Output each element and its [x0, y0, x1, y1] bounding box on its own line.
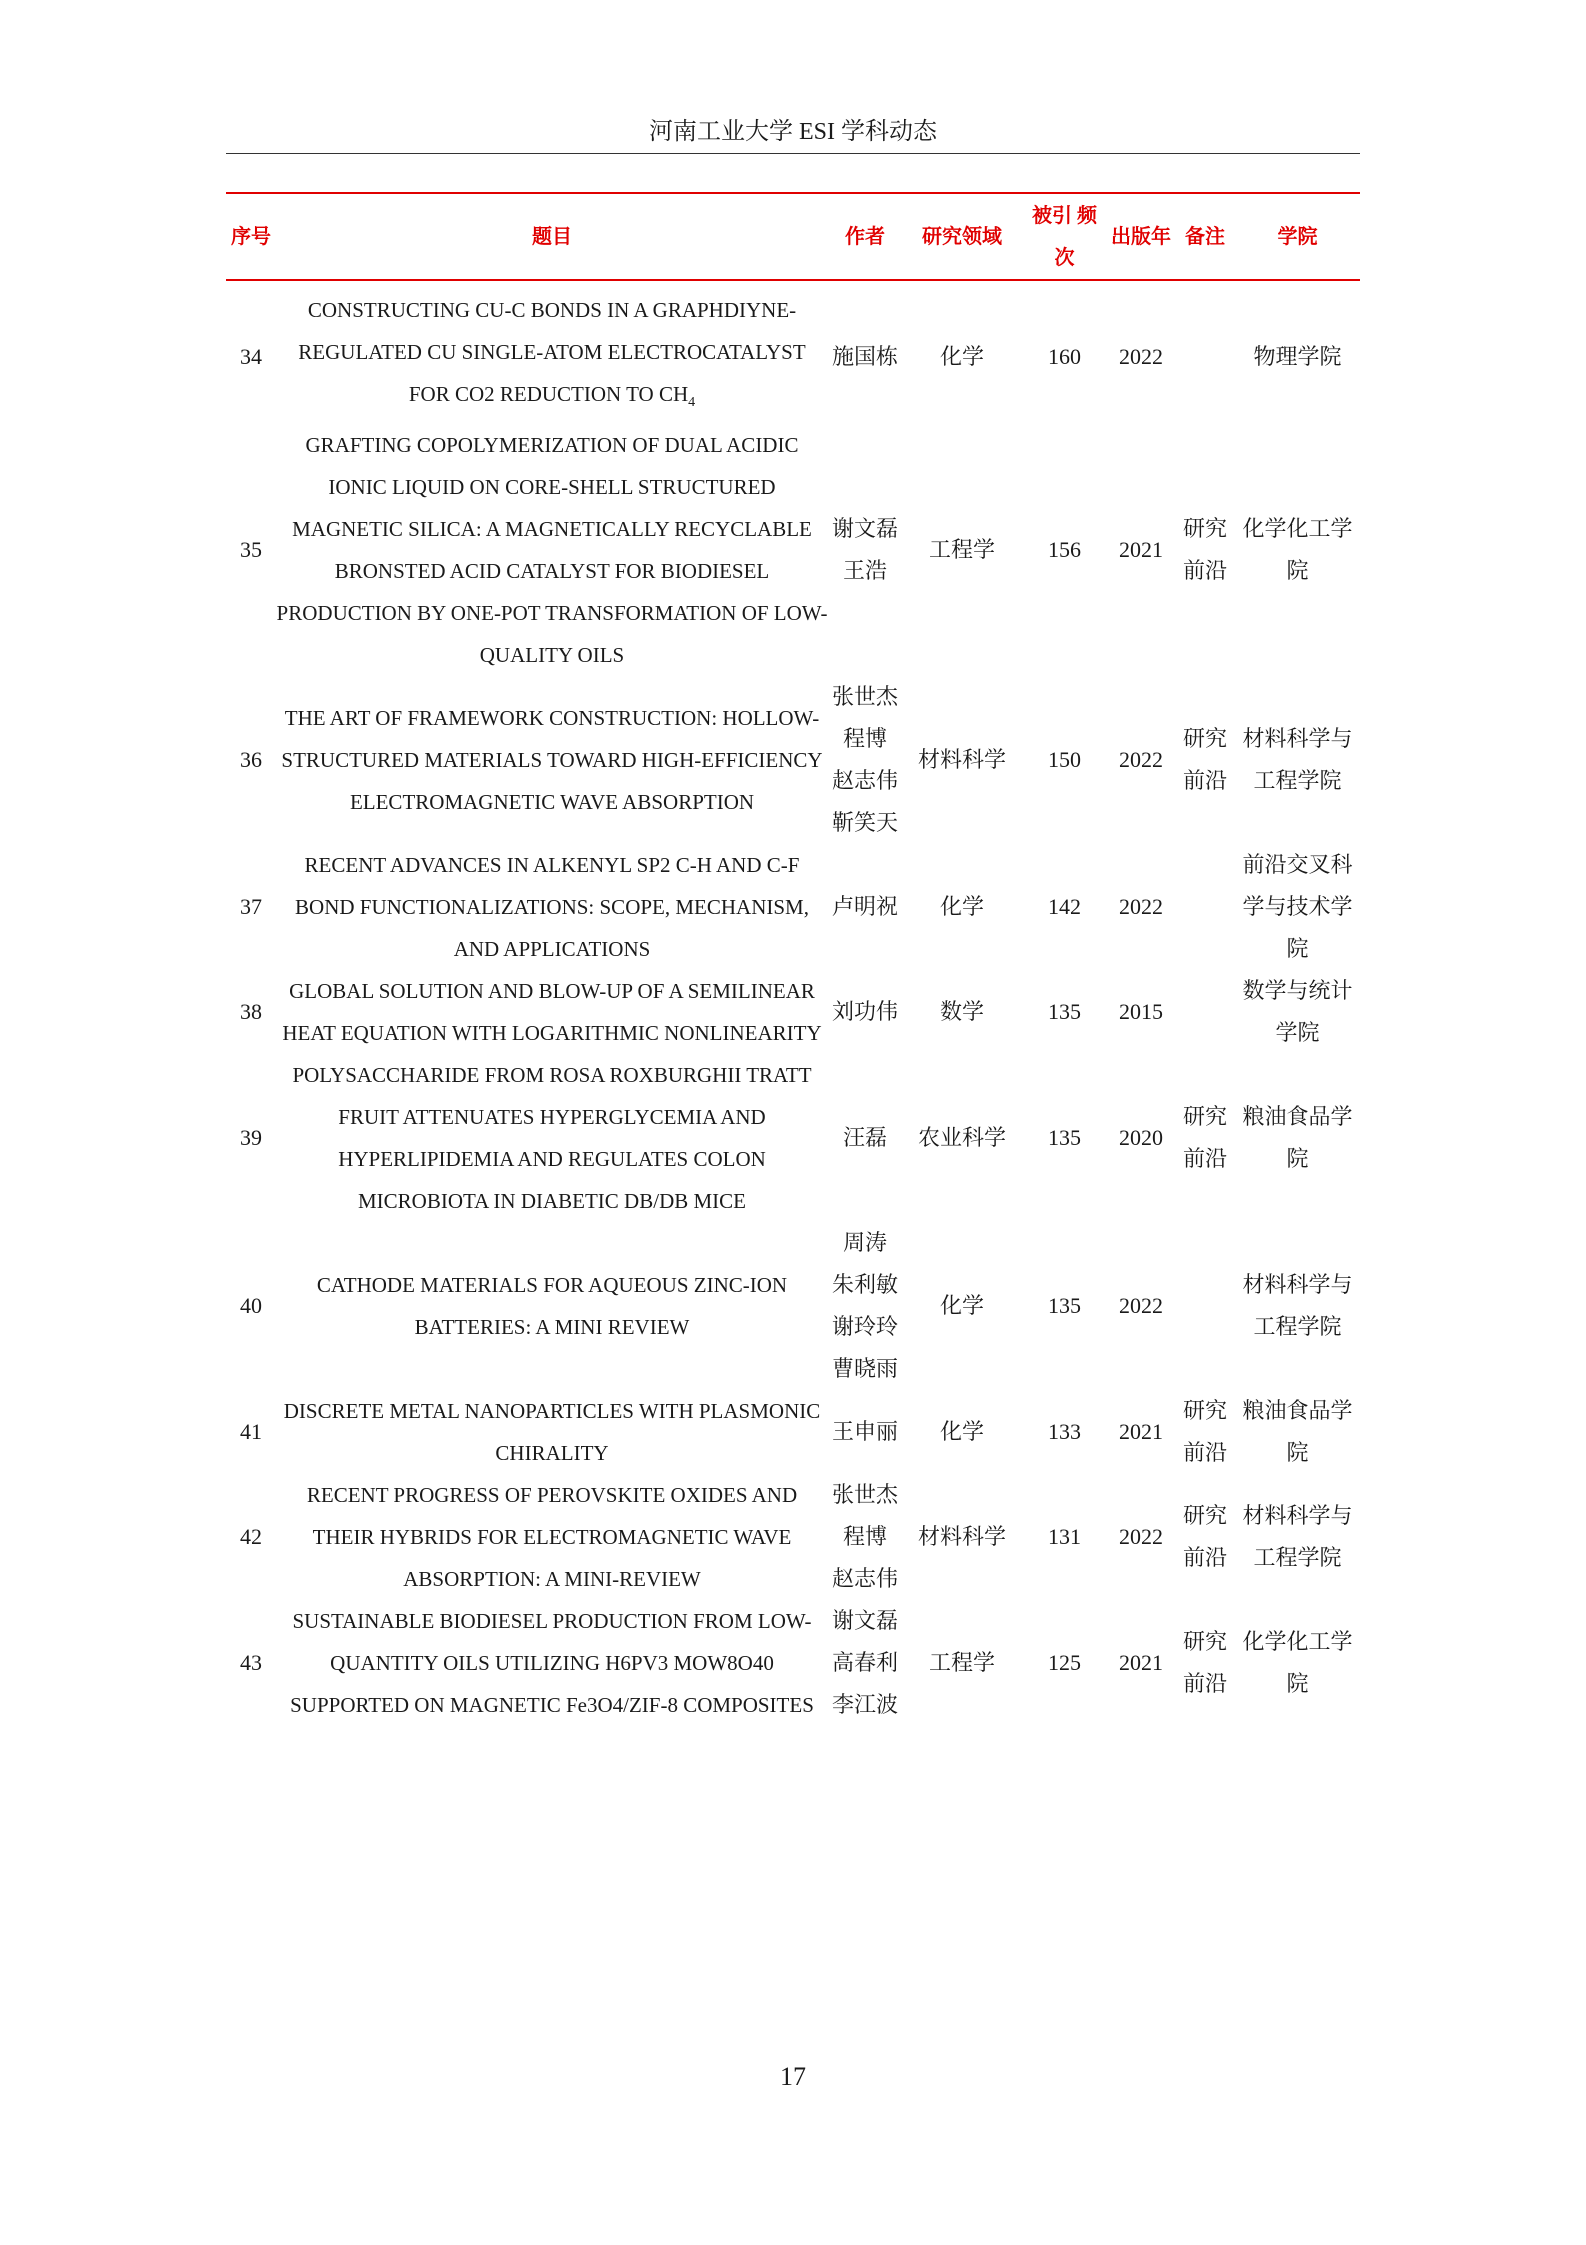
row-title: [276, 676, 828, 844]
row-authors: [828, 970, 902, 1054]
citation-table: [226, 192, 1360, 1726]
col-header-year: 出版年: [1111, 225, 1171, 248]
row-note: 研究前沿: [1182, 1104, 1227, 1172]
row-title: [276, 1474, 828, 1600]
row-field: 化学: [939, 894, 984, 920]
row-year: 2022: [1119, 894, 1163, 920]
row-year: 2022: [1119, 343, 1163, 369]
row-college: 化学化工学院: [1242, 516, 1353, 584]
author-name: 朱利敏: [831, 1272, 898, 1298]
row-title-text: RECENT PROGRESS OF PEROVSKITE OXIDES AND THEIR HYBRIDS FOR ELECTROMAGNETIC WAVE ABSORPTION: A MINI-REVIEW: [306, 1483, 798, 1592]
row-note: [1175, 280, 1235, 424]
row-title: [276, 1054, 828, 1222]
citation-table-container: [226, 192, 1360, 1726]
row-title-text: DISCRETE METAL NANOPARTICLES WITH PLASMONIC CHIRALITY: [283, 1399, 821, 1466]
row-authors: [828, 676, 902, 844]
row-year: 2020: [1119, 1125, 1163, 1151]
row-year: 2022: [1119, 1524, 1163, 1550]
row-title: [276, 280, 828, 424]
row-title: [276, 424, 828, 676]
author-name: 高春利: [831, 1650, 898, 1676]
table-row: [226, 280, 1360, 424]
row-note: 研究前沿: [1182, 516, 1227, 584]
row-authors: [828, 280, 902, 424]
table-row: [226, 1474, 1360, 1600]
table-row: [226, 1600, 1360, 1726]
row-title-text: GLOBAL SOLUTION AND BLOW-UP OF A SEMILINEAR HEAT EQUATION WITH LOGARITHMIC NONLINEARITY: [282, 979, 822, 1046]
row-title-text: POLYSACCHARIDE FROM ROSA ROXBURGHII TRATT FRUIT ATTENUATES HYPERGLYCEMIA AND HYPERLIPIDEMIA AND REGULATES COLON MICROBIOTA IN DIABETIC DB/DB MICE: [292, 1063, 812, 1214]
row-index: 40: [240, 1293, 262, 1319]
table-row: [226, 970, 1360, 1054]
author-name: 谢文磊: [831, 516, 898, 542]
row-authors: [828, 1054, 902, 1222]
page-number: 17: [780, 2062, 806, 2091]
row-note: [1175, 1222, 1235, 1390]
row-note: 研究前沿: [1182, 726, 1227, 794]
row-title: [276, 1600, 828, 1726]
row-authors: [828, 844, 902, 970]
col-header-citations-line1: 被引 频: [1032, 204, 1097, 227]
col-header-citations: [1022, 193, 1107, 280]
table-row: [226, 1054, 1360, 1222]
table-row: [226, 844, 1360, 970]
row-field: 化学: [939, 1419, 984, 1445]
col-header-index: 序号: [231, 225, 271, 248]
row-year: 2021: [1119, 1419, 1163, 1445]
row-note: 研究前沿: [1182, 1503, 1227, 1571]
row-index: 37: [240, 894, 262, 920]
author-name: 谢文磊: [831, 1608, 898, 1634]
row-title-text: CATHODE MATERIALS FOR AQUEOUS ZINC-ION BATTERIES: A MINI REVIEW: [316, 1273, 788, 1340]
table-row: [226, 1222, 1360, 1390]
row-index: 39: [240, 1125, 262, 1151]
row-college: 前沿交叉科学与技术学院: [1242, 852, 1353, 962]
author-name: 卢明祝: [831, 894, 898, 920]
row-field: 工程学: [928, 1650, 995, 1676]
row-note: [1175, 970, 1235, 1054]
row-year: 2021: [1119, 1650, 1163, 1676]
table-row: [226, 424, 1360, 676]
row-title-text: SUSTAINABLE BIODIESEL PRODUCTION FROM LOW-QUANTITY OILS UTILIZING H6PV3 MOW8O40 SUPPORTED ON MAGNETIC Fe3O4/ZIF-8 COMPOSITES: [290, 1609, 814, 1718]
author-name: 周涛: [842, 1230, 887, 1256]
row-year: 2022: [1119, 747, 1163, 773]
author-name: 赵志伟: [831, 1566, 898, 1592]
row-title: [276, 844, 828, 970]
row-citations: 133: [1048, 1419, 1081, 1445]
row-year: 2021: [1119, 537, 1163, 563]
row-college: 材料科学与工程学院: [1242, 1272, 1353, 1340]
row-college: 物理学院: [1253, 343, 1342, 369]
row-citations: 160: [1048, 343, 1081, 369]
author-name: 赵志伟: [831, 768, 898, 794]
row-field: 材料科学: [917, 1524, 1006, 1550]
author-name: 张世杰: [831, 1482, 898, 1508]
author-name: 靳笑天: [831, 810, 898, 836]
row-college: 粮油食品学院: [1242, 1104, 1353, 1172]
row-authors: [828, 1222, 902, 1390]
header-rule: [226, 153, 1360, 154]
row-year: 2022: [1119, 1293, 1163, 1319]
row-citations: 135: [1048, 1125, 1081, 1151]
row-title-text: CONSTRUCTING CU-C BONDS IN A GRAPHDIYNE-REGULATED CU SINGLE-ATOM ELECTROCATALYST FOR CO2 REDUCTION TO: [298, 298, 806, 406]
author-name: 程博: [842, 726, 887, 752]
row-note: 研究前沿: [1182, 1398, 1227, 1466]
row-title: [276, 970, 828, 1054]
author-name: 汪磊: [842, 1125, 887, 1151]
row-college: 粮油食品学院: [1242, 1398, 1353, 1466]
row-college: 材料科学与工程学院: [1242, 1503, 1353, 1571]
row-citations: 135: [1048, 1293, 1081, 1319]
row-citations: 156: [1048, 537, 1081, 563]
author-name: 刘功伟: [831, 999, 898, 1025]
table-header-row: [226, 193, 1360, 280]
col-header-college: 学院: [1277, 225, 1318, 248]
author-name: 王申丽: [831, 1419, 898, 1445]
author-name: 张世杰: [831, 684, 898, 710]
row-note: 研究前沿: [1182, 1629, 1227, 1697]
author-name: 曹晓雨: [831, 1356, 898, 1382]
col-header-citations-line2: 次: [1054, 246, 1075, 269]
row-field: 化学: [939, 1293, 984, 1319]
row-citations: 150: [1048, 747, 1081, 773]
row-title: [276, 1222, 828, 1390]
row-field: 数学: [939, 999, 984, 1025]
row-index: 42: [240, 1524, 262, 1550]
row-index: 34: [240, 343, 262, 369]
author-name: 李江波: [831, 1692, 898, 1718]
row-title-formula-subscript: 4: [688, 395, 696, 411]
col-header-title: 题目: [532, 225, 572, 248]
row-citations: 131: [1048, 1524, 1081, 1550]
row-authors: [828, 1390, 902, 1474]
table-row: [226, 1390, 1360, 1474]
col-header-note: 备注: [1185, 225, 1225, 248]
row-title-text: RECENT ADVANCES IN ALKENYL SP2 C-H AND C-F BOND FUNCTIONALIZATIONS: SCOPE, MECHANISM, AND APPLICATIONS: [295, 853, 809, 962]
author-name: 谢玲玲: [831, 1314, 898, 1340]
author-name: 施国栋: [831, 343, 898, 369]
table-row: [226, 676, 1360, 844]
table-body: [226, 280, 1360, 1726]
author-name: 程博: [842, 1524, 887, 1550]
row-index: 35: [240, 537, 262, 563]
row-year: 2015: [1119, 999, 1163, 1025]
row-field: 化学: [939, 343, 984, 369]
row-citations: 142: [1048, 894, 1081, 920]
row-college: 数学与统计学院: [1242, 978, 1353, 1046]
row-note: [1175, 844, 1235, 970]
page-header-title: 河南工业大学 ESI 学科动态: [649, 119, 937, 145]
row-index: 41: [240, 1419, 262, 1445]
author-name: 王浩: [842, 558, 887, 584]
row-title-text: THE ART OF FRAMEWORK CONSTRUCTION: HOLLOW-STRUCTURED MATERIALS TOWARD HIGH-EFFICIENCY ELECTROMAGNETIC WAVE ABSORPTION: [281, 706, 823, 815]
row-college: 化学化工学院: [1242, 1629, 1353, 1697]
row-authors: [828, 1474, 902, 1600]
row-authors: [828, 424, 902, 676]
row-field: 农业科学: [917, 1125, 1006, 1151]
row-index: 38: [240, 999, 262, 1025]
col-header-author: 作者: [845, 225, 885, 248]
row-college: 材料科学与工程学院: [1242, 726, 1353, 794]
row-citations: 125: [1048, 1650, 1081, 1676]
row-index: 43: [240, 1650, 262, 1676]
col-header-field: 研究领域: [922, 225, 1002, 248]
row-citations: 135: [1048, 999, 1081, 1025]
row-title-text: GRAFTING COPOLYMERIZATION OF DUAL ACIDIC IONIC LIQUID ON CORE-SHELL STRUCTURED MAGNETIC SILICA: A MAGNETICALLY RECYCLABLE BRONSTED ACID CATALYST FOR BIODIESEL PRODUCTION BY ONE-POT TRANSFORMATION OF LOW-QUALITY OILS: [276, 433, 828, 668]
row-field: 工程学: [928, 537, 995, 563]
row-index: 36: [240, 747, 262, 773]
row-field: 材料科学: [917, 747, 1006, 773]
row-authors: [828, 1600, 902, 1726]
row-title: [276, 1390, 828, 1474]
row-title-formula: CH: [658, 382, 689, 406]
